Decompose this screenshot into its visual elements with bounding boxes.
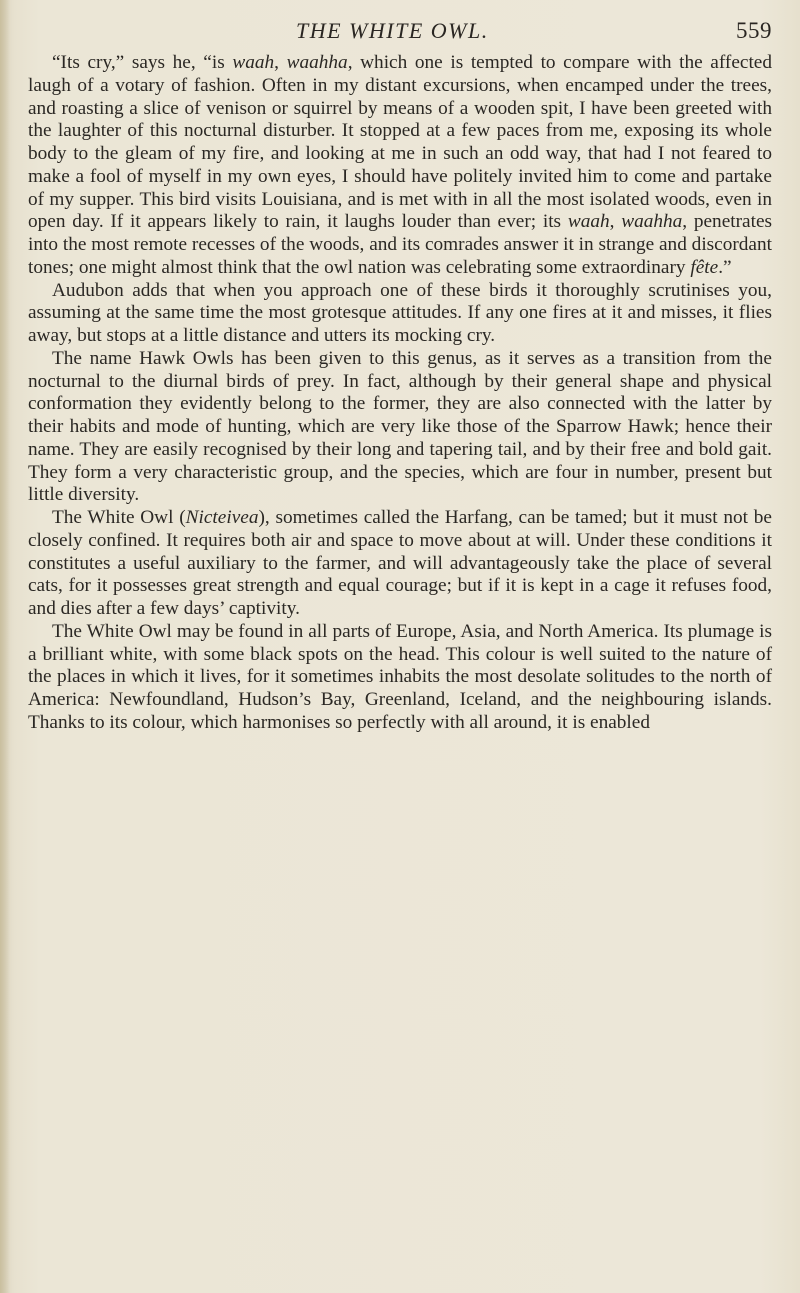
paragraph-owl-cry: “Its cry,” says he, “is waah, waahha, which one is tempted to compare with the affected laugh of a votary of fashion. Often in my distant excursions, when encamped under the trees, and roasting a slice of venison or squirrel by means of a wooden spit, I have been greeted with the laughter of this nocturnal disturber. It stopped at a few paces from me, exposing its whole body to the gleam of my fire, and looking at me in such an odd way, that had I not feared to make a fool of myself in my own eyes, I should have politely invited him to come and partake of my supper. This bird visits Louisiana, and is met with in all the most isolated woods, even in open day. If it appears likely to rain, it laughs louder than ever; its waah, waahha, penetrates into the most remote recesses of the woods, and its comrades answer it in strange and discordant tones; one might almost think that the owl nation was celebrating some extraordinary fête.” [28, 52, 773, 278]
italic-term: waahha [286, 52, 348, 73]
paragraph-audubon: Audubon adds that when you approach one of these birds it thoroughly scrutinises you, assuming at the same time the most grotesque attitudes. If any one fires at it and misses, it flies away, but stops at a little distance and utters its mocking cry. [28, 279, 772, 346]
italic-term: waahha [621, 211, 683, 233]
italic-term: Nicteivea [185, 507, 259, 528]
italic-term: fête [690, 256, 719, 278]
italic-term: waah [232, 52, 275, 73]
italic-term: waah [567, 211, 610, 233]
running-head: THE WHITE OWL. [296, 18, 489, 43]
paragraph-white-owl-tamed: The White Owl (Nicteivea), sometimes called the Harfang, can be tamed; but it must not be closely confined. It requires both air and space to move about at will. Under these conditions it constitutes a useful auxiliary to the farmer, and will advantageously take the place of several cats, for it possesses great strength and equal courage; but if it is kept in a cage it refuses food, and dies after a few days’ captivity. [28, 507, 772, 619]
spine-shadow [0, 0, 10, 1293]
page-number: 559 [736, 18, 772, 43]
body-text [28, 52, 772, 735]
paragraph-hawk-owls: The name Hawk Owls has been given to this genus, as it serves as a transition from the nocturnal to the diurnal birds of prey. In fact, although by their general shape and physical conformation they evidently belong to the former, they are also connected with the latter by their habits and mode of hunting, which are very like those of the Sparrow Hawk; hence their name. They are easily recognised by their long and tapering tail, and by their free and bold gait. They form a very characteristic group, and the species, which are four in number, present but little diversity. [28, 347, 772, 506]
paragraph-white-owl-range: The White Owl may be found in all parts of Europe, Asia, and North America. Its plumage is a brilliant white, with some black spots on the head. This colour is well suited to the nature of the places in which it lives, for it sometimes inhabits the most desolate solitudes to the north of America: Newfoundland, Hudson’s Bay, Greenland, Iceland, and the neighbouring islands. Thanks to its colour, which harmonises so perfectly with all around, it is enabled [28, 620, 772, 733]
page-header [0, 18, 800, 48]
